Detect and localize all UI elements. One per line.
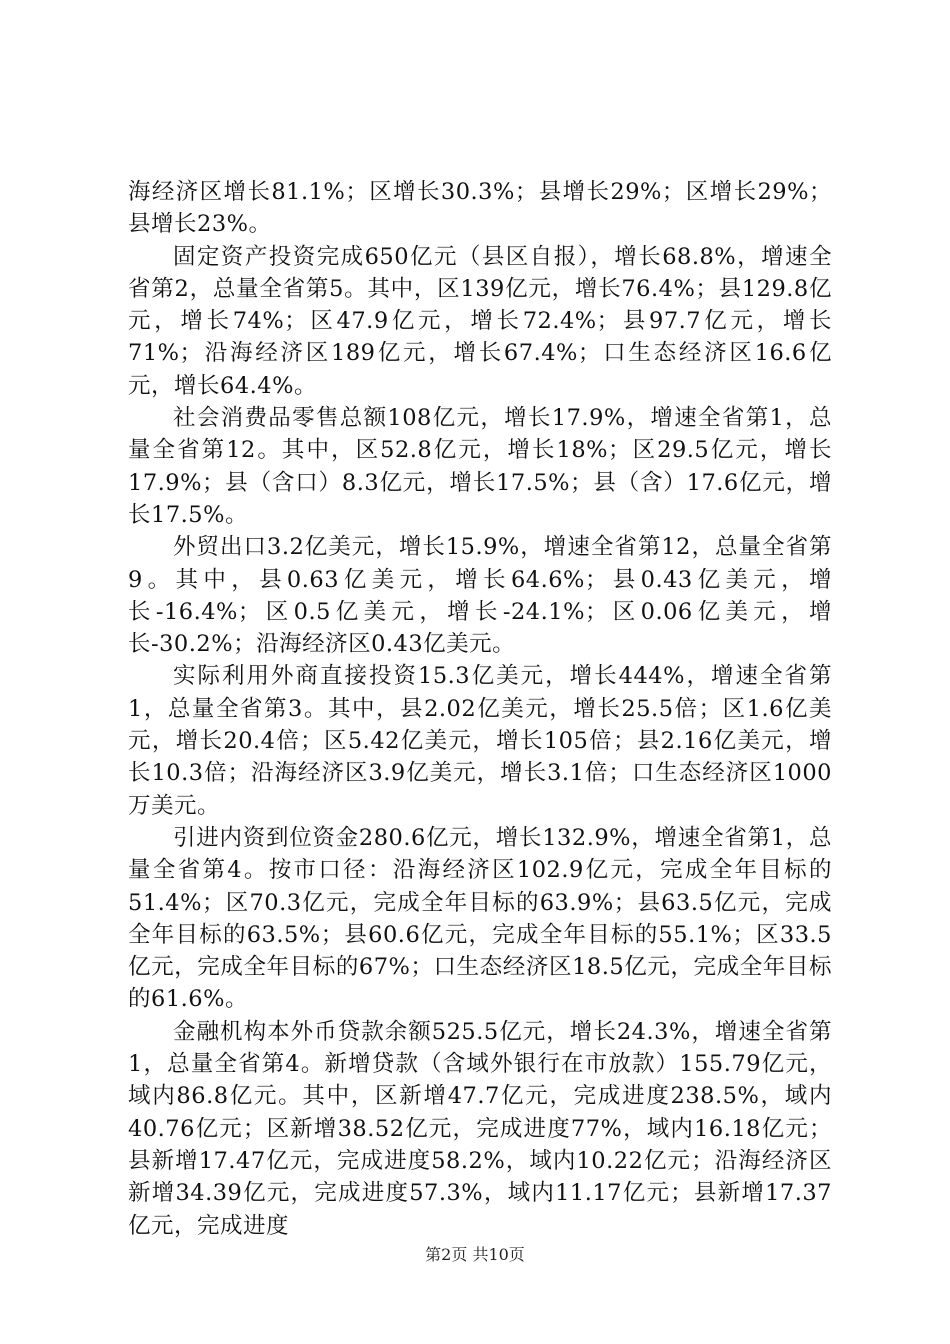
paragraph-continuation: 海经济区增长81.1%；区增长30.3%；县增长29%；区增长29%；县增长23%。 <box>128 179 832 238</box>
paragraph-financial-loans: 金融机构本外币贷款余额525.5亿元，增长24.3%，增速全省第1，总量全省第4。新增贷款（含域外银行在市放款）155.79亿元，域内86.8亿元。其中，区新增47.7亿元，完成进度238.5%，域内40.76亿元；区新增38.52亿元，完成进度77%，域内16.18亿元；县新增17.47亿元，完成进度58.2%，域内10.22亿元；沿海经济区新增34.39亿元，完成进度57.3%，域内11.17亿元；县新增17.37亿元，完成进度 <box>128 1018 832 1239</box>
paragraph-foreign-direct-investment: 实际利用外商直接投资15.3亿美元，增长444%，增速全省第1，总量全省第3。其中，县2.02亿美元，增长25.5倍；区1.6亿美元，增长20.4倍；区5.42亿美元，增长105倍；县2.16亿美元，增长10.3倍；沿海经济区3.9亿美元，增长3.1倍；口生态经济区1000万美元。 <box>128 663 832 819</box>
paragraph-domestic-capital: 引进内资到位资金280.6亿元，增长132.9%，增速全省第1，总量全省第4。按市口径：沿海经济区102.9亿元，完成全年目标的51.4%；区70.3亿元，完成全年目标的63.9%；县63.5亿元，完成全年目标的63.5%；县60.6亿元，完成全年目标的55.1%；区33.5亿元，完成全年目标的67%；口生态经济区18.5亿元，完成全年目标的61.6%。 <box>128 824 832 1013</box>
page-footer <box>0 1242 950 1265</box>
document-body <box>128 176 832 1242</box>
paragraph-retail-sales: 社会消费品零售总额108亿元，增长17.9%，增速全省第1，总量全省第12。其中，区52.8亿元，增长18%；区29.5亿元，增长17.9%；县（含口）8.3亿元，增长17.5%；县（含）17.6亿元，增长17.5%。 <box>128 405 832 528</box>
paragraph-fixed-asset-investment: 固定资产投资完成650亿元（县区自报），增长68.8%，增速全省第2，总量全省第5。其中，区139亿元，增长76.4%；县129.8亿元，增长74%；区47.9亿元，增长72.4%；县97.7亿元，增长71%；沿海经济区189亿元，增长67.4%；口生态经济区16.6亿元，增长64.4%。 <box>128 243 832 399</box>
page-number: 第2页 共10页 <box>425 1245 525 1264</box>
paragraph-foreign-trade-export: 外贸出口3.2亿美元，增长15.9%，增速全省第12，总量全省第9。其中，县0.63亿美元，增长64.6%；县0.43亿美元，增长-16.4%；区0.5亿美元，增长-24.1%；区0.06亿美元，增长-30.2%；沿海经济区0.43亿美元。 <box>128 534 832 658</box>
